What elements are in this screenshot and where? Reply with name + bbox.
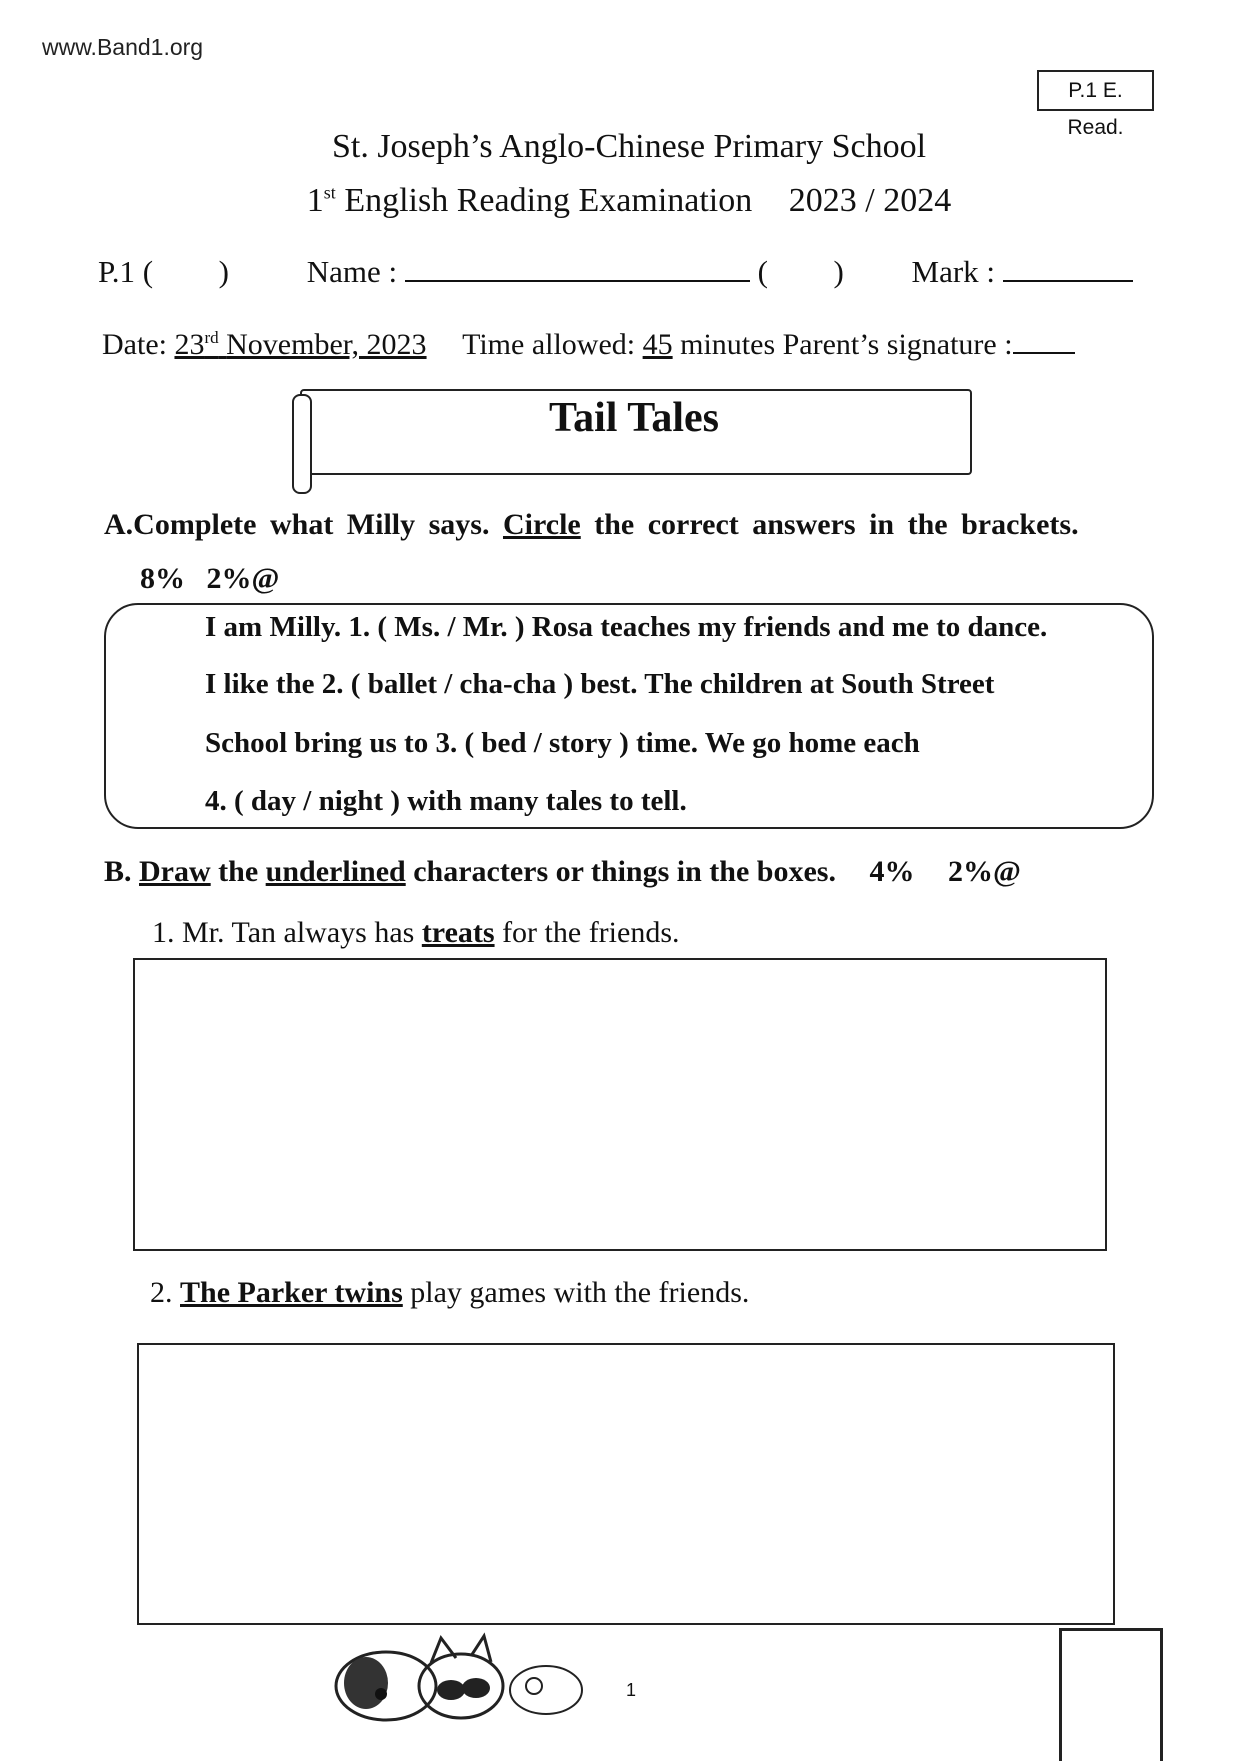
section-b-marks-each: 2%@ bbox=[947, 855, 1021, 888]
name-field[interactable] bbox=[405, 280, 750, 282]
drawing-box-2[interactable] bbox=[137, 1343, 1115, 1625]
section-b-heading bbox=[104, 855, 1021, 889]
number-open: ( bbox=[757, 254, 768, 289]
speech-line-4[interactable]: 4. ( day / night ) with many tales to tell. bbox=[205, 785, 687, 817]
section-b-word-the: the bbox=[218, 855, 259, 888]
question-b2 bbox=[150, 1276, 749, 1310]
paper-code: P.1 E. Read. bbox=[1037, 70, 1154, 111]
section-a-keyword: Circle bbox=[502, 508, 581, 541]
corner-mark-box bbox=[1059, 1628, 1163, 1761]
page-number: 1 bbox=[626, 1680, 637, 1700]
date-label: Date: bbox=[102, 328, 167, 361]
section-a-heading bbox=[104, 508, 1079, 542]
drawing-box-1[interactable] bbox=[133, 958, 1107, 1251]
question-underlined: The Parker twins bbox=[180, 1276, 403, 1309]
section-b-total-marks: 4% bbox=[869, 855, 915, 888]
date-day: 23 bbox=[174, 328, 205, 361]
signature-field[interactable] bbox=[1013, 352, 1075, 354]
question-number: 1. bbox=[152, 916, 175, 949]
name-label: Name : bbox=[306, 254, 398, 289]
class-label: P.1 ( bbox=[98, 254, 154, 289]
exam-info-row bbox=[102, 328, 1075, 362]
time-value: 45 bbox=[642, 328, 673, 361]
speech-line-3[interactable]: School bring us to 3. ( bed / story ) time. We go home each bbox=[205, 727, 920, 759]
exam-title bbox=[0, 182, 1240, 220]
exam-name: English Reading Examination bbox=[344, 182, 753, 219]
exam-ordinal: 1 bbox=[306, 182, 324, 219]
question-text: Mr. Tan always has bbox=[182, 916, 415, 949]
section-b-label: B. bbox=[104, 855, 132, 888]
section-b-keyword-draw: Draw bbox=[139, 855, 211, 888]
story-title: Tail Tales bbox=[548, 395, 720, 441]
number-close: ) bbox=[833, 254, 844, 289]
question-b1 bbox=[152, 916, 680, 950]
section-a-total-marks: 8% bbox=[140, 562, 185, 595]
mark-field[interactable] bbox=[1003, 280, 1133, 282]
section-b-instruction: characters or things in the boxes. bbox=[413, 855, 836, 888]
speech-line-1[interactable]: I am Milly. 1. ( Ms. / Mr. ) Rosa teaches my friends and me to dance. bbox=[205, 611, 1048, 643]
date-rest: November, 2023 bbox=[226, 328, 427, 361]
school-name: St. Joseph’s Anglo-Chinese Primary School bbox=[331, 128, 927, 165]
speech-line-2[interactable]: I like the 2. ( ballet / cha-cha ) best. The children at South Street bbox=[205, 668, 995, 700]
exam-year: 2023 / 2024 bbox=[788, 182, 952, 219]
section-b-keyword-underlined: underlined bbox=[265, 855, 406, 888]
section-a-marks bbox=[140, 562, 279, 596]
exam-ordinal-suffix: st bbox=[323, 182, 336, 203]
time-label: Time allowed: bbox=[462, 328, 636, 361]
mark-label: Mark : bbox=[911, 254, 996, 289]
class-close: ) bbox=[218, 254, 229, 289]
section-a-marks-each: 2%@ bbox=[206, 562, 280, 595]
watermark: www.Band1.org bbox=[42, 34, 204, 60]
date-suffix: rd bbox=[204, 328, 219, 347]
section-a-label: A. bbox=[104, 508, 134, 541]
question-text-after: play games with the friends. bbox=[410, 1276, 750, 1309]
question-number: 2. bbox=[150, 1276, 173, 1309]
animals-illustration bbox=[316, 1628, 606, 1724]
question-underlined: treats bbox=[421, 916, 495, 949]
time-unit: minutes bbox=[680, 328, 776, 361]
question-text-after: for the friends. bbox=[502, 916, 680, 949]
student-info-row bbox=[98, 254, 1133, 290]
signature-label: Parent’s signature : bbox=[782, 328, 1013, 361]
section-a-instruction-rest: the correct answers in the brackets. bbox=[594, 508, 1079, 541]
section-a-instruction: Complete what Milly says. bbox=[133, 508, 490, 541]
exam-date bbox=[174, 328, 426, 361]
